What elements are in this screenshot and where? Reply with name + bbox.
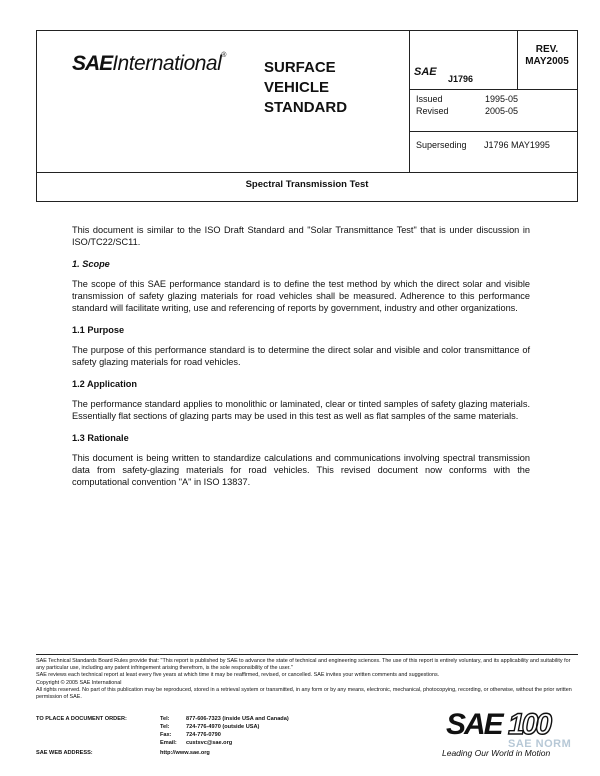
revised-value: 2005-05 [485,106,519,116]
fax-label: Fax: [160,732,172,738]
tagline: Leading Our World in Motion [442,748,551,758]
footer-copyright: Copyright © 2005 SAE International [36,679,122,686]
section-heading-rationale: 1.3 Rationale [72,433,129,443]
section-heading-scope: 1. Scope [72,259,110,269]
tel2-value: 724-776-4970 (outside USA) [186,724,260,730]
order-label: TO PLACE A DOCUMENT ORDER: [36,716,127,722]
document-title: Spectral Transmission Test [245,179,369,190]
email-value: custsvc@sae.org [186,740,233,746]
footer-notices [36,658,578,701]
footer-policy: SAE Technical Standards Board Rules provide that: "This report is published by SAE to advance the state of technical and engineering sciences. The use of this report is entirely voluntary, and its applicability and suitability for any particular use, including any patent infringement arising therefrom, is the sole responsibility of the user." [36,658,571,672]
section-text-purpose: The purpose of this performance standard is to determine the direct solar and visible and color transmittance of safety glazing materials for road vehicles. [72,345,530,367]
web-label: SAE WEB ADDRESS: [36,750,93,756]
tel-label: Tel: [160,716,170,722]
section-heading-purpose: 1.1 Purpose [72,325,125,335]
standard-type: SURFACE VEHICLE STANDARD [264,59,348,116]
sae-100-logo: SAE 100 [446,708,550,741]
revision-block: REV. MAY2005 [525,44,569,67]
revised-label: Revised [416,106,449,116]
section-text-application: The performance standard applies to monolithic or laminated, clear or tinted samples of safety glazing materials. Essentially flat sections of glazing parts may be used in this test as well as flat samples of the same materials. [72,399,530,421]
section-text-scope: The scope of this SAE performance standard is to define the test method by which the direct solar and visible transmission of safety glazing materials for road vehicles shall be measured. Adherence to this performance standard will facilitate writing, use and referencing of reports by government, industry and other organizations. [72,279,530,313]
superseding-value: J1796 MAY1995 [484,140,550,150]
sae-international-logo: SAEInternational® [72,52,227,75]
document-body [72,224,530,488]
intro-paragraph: This document is similar to the ISO Draft Standard and "Solar Transmittance Test" that is under discussion in ISO/TC22/SC11. [72,225,530,247]
issued-label: Issued [416,94,443,104]
fax-value: 724-776-0790 [186,732,221,738]
watermark: SAE NORM [508,738,572,750]
footer-rights: All rights reserved. No part of this publication may be reproduced, stored in a retrieval system or transmitted, in any form or by any means, electronic, mechanical, photocopying, recording, or otherwise, without the prior written permission of SAE. [36,686,572,701]
footer-rule [36,654,578,655]
footer-review: SAE reviews each technical report at least every five years at which time it may be reaffirmed, revised, or cancelled. SAE invites your written comments and suggestions. [36,672,440,679]
tel-value: 877-606-7323 (inside USA and Canada) [186,716,289,722]
doc-number: J1796 [448,74,474,84]
email-label: Email: [160,740,177,746]
web-value: http://www.sae.org [160,750,210,756]
section-heading-application: 1.2 Application [72,379,138,389]
small-sae-logo: SAE [414,66,437,78]
issued-value: 1995-05 [485,94,519,104]
superseding-label: Superseding [416,140,467,150]
tel2-label: Tel: [160,724,170,730]
section-text-rationale: This document is being written to standardize calculations and communications involving spectral transmission data from safety-glazing materials for road vehicles. This revised document now conforms with the computational convention "A" in ISO 13837. [72,453,530,487]
